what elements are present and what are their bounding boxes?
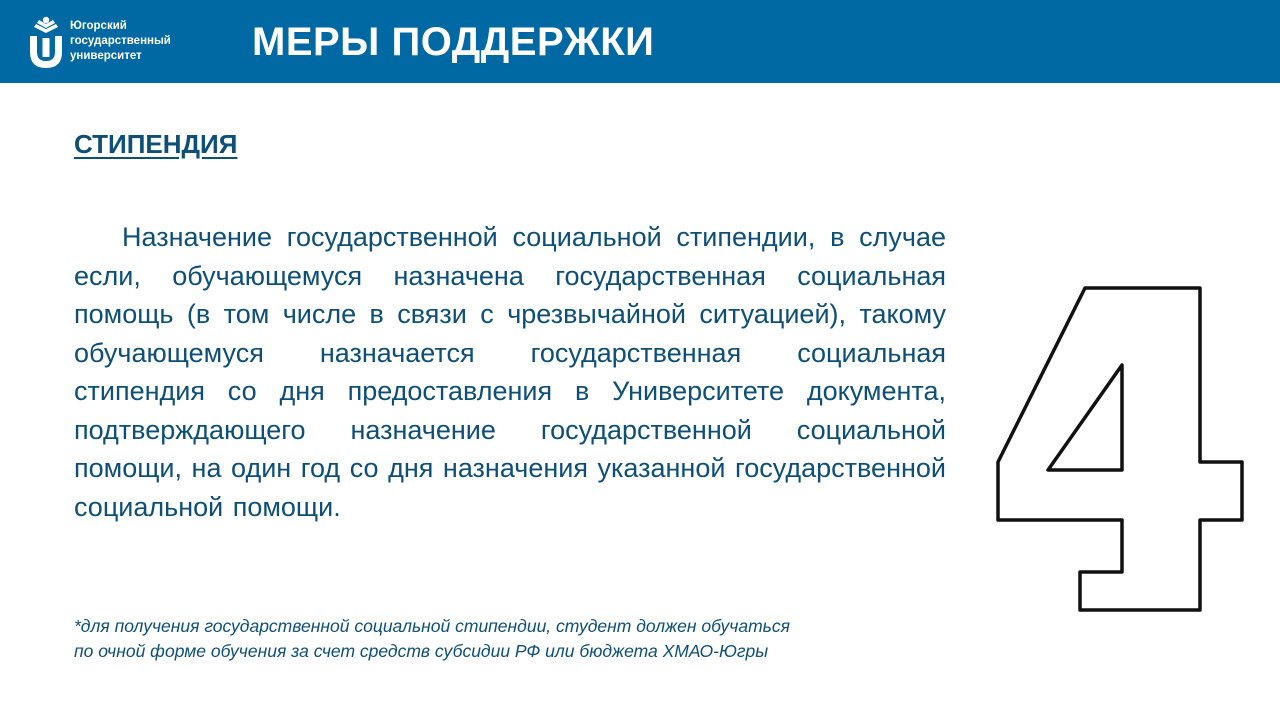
body-paragraph: Назначение государственной социальной стипендии, в случае если, обучающемуся назначена государственная социальная помощь (в том числе в связи с чрезвычайной ситуацией), такому обучающемуся назначается государственная социальная стипендия со дня предоставления в Университете документа, подтверждающего назначение государственной социальной помощи, на один год со дня назначения указанной государственной социальной помощи. [74, 222, 946, 522]
header-bar [0, 0, 1280, 83]
logo-text [70, 19, 200, 64]
logo-line-1: Югорский [70, 20, 127, 32]
footnote-line-2: по очной форме обучения за счет средств субсидии РФ или бюджета ХМАО-Югры [74, 641, 769, 661]
page-title: МЕРЫ ПОДДЕРЖКИ [252, 20, 655, 64]
footnote-line-1: *для получения государственной социальной стипендии, студент должен обучаться [74, 616, 790, 636]
big-number-four-decoration [990, 280, 1250, 615]
section-title: СТИПЕНДИЯ [74, 129, 238, 159]
footnote [74, 614, 964, 664]
logo-line-3: университет [70, 50, 142, 62]
logo-line-2: государственный [70, 35, 171, 47]
university-logo-icon [26, 14, 66, 70]
number-four-outline [998, 288, 1242, 610]
